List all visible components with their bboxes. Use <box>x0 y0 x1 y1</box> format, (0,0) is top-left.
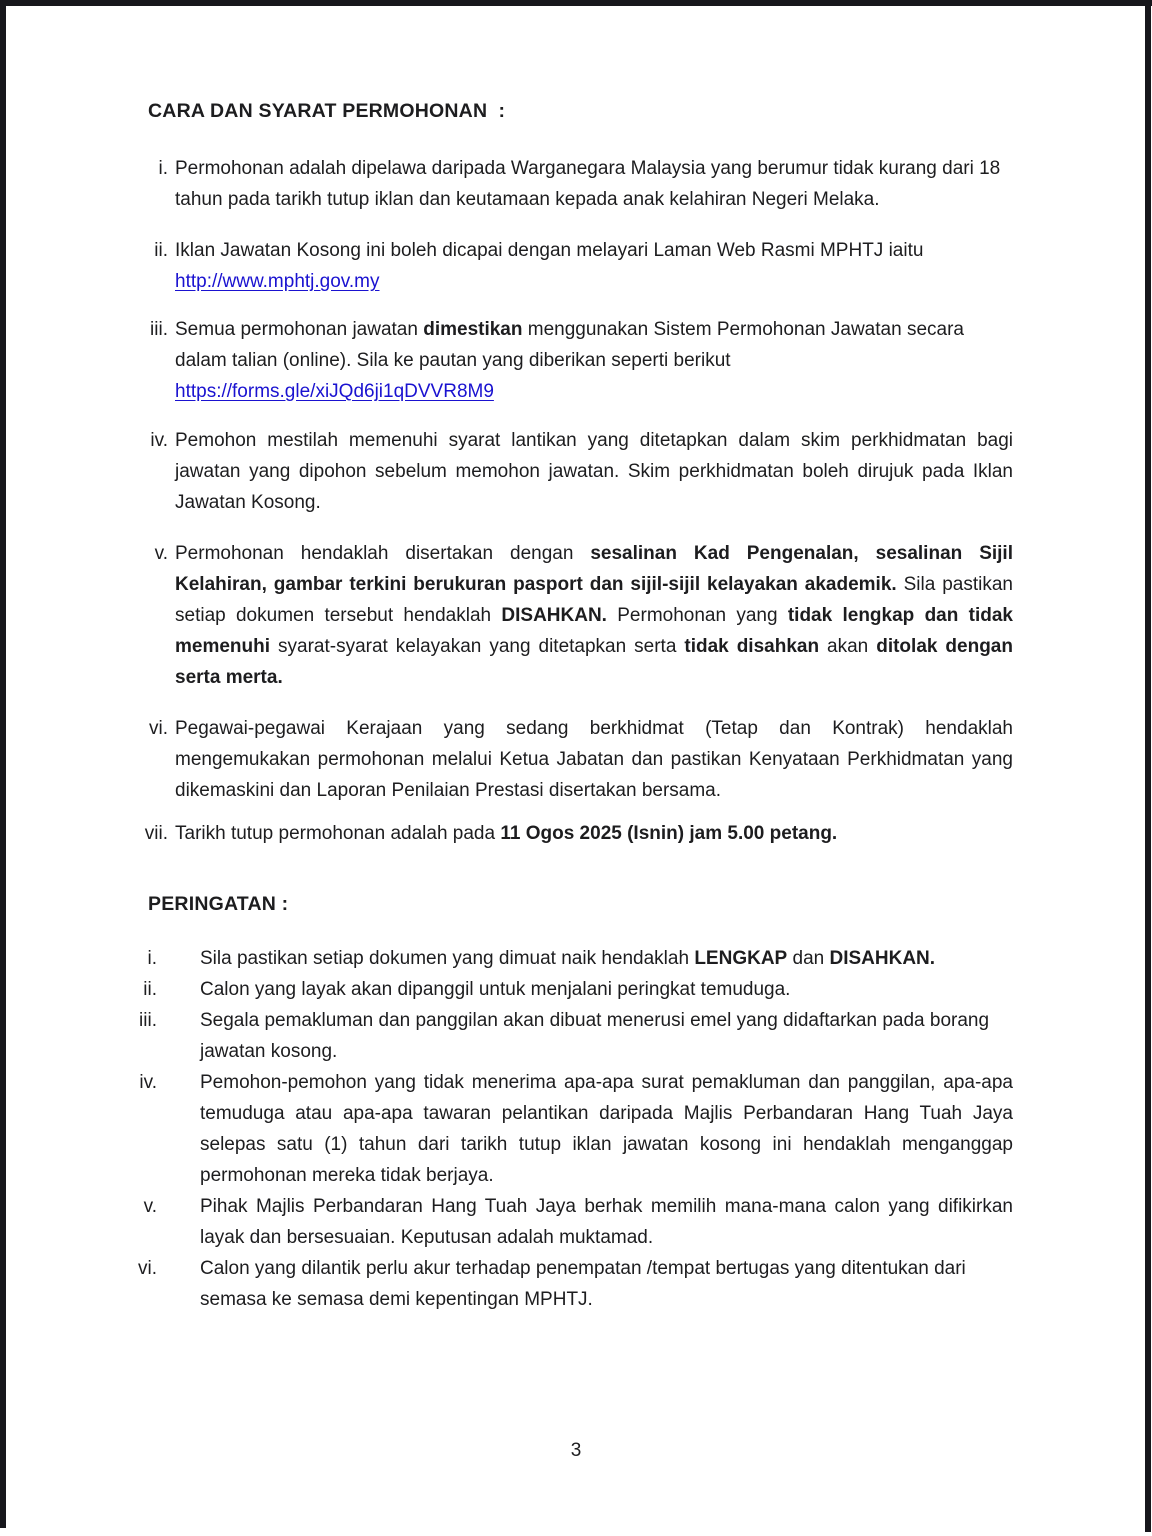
peringatan-list <box>130 943 1013 1315</box>
list-item <box>130 943 1013 974</box>
text-segment: DISAHKAN. <box>829 948 936 969</box>
list-marker: i. <box>147 948 157 969</box>
list-item-text <box>200 1253 1013 1315</box>
list-item <box>130 1191 1013 1253</box>
list-item-text <box>175 153 1013 215</box>
text-segment: Pegawai-pegawai Kerajaan yang sedang berkhidmat (Tetap dan Kontrak) hendaklah mengemukakan permohonan melalui Ketua Jabatan dan pastikan Kenyataan Perkhidmatan yang dikemaskini dan Laporan Penilaian Prestasi disertakan bersama. <box>175 718 1013 801</box>
list-marker: i. <box>158 158 168 179</box>
list-item <box>130 818 1013 849</box>
text-segment: Tarikh tutup permohonan adalah pada <box>175 823 501 844</box>
list-item-text <box>200 943 1013 974</box>
text-segment: tidak lengkap dan tidak memenuhi <box>175 605 1013 657</box>
text-segment: Semua permohonan jawatan <box>175 319 424 340</box>
scan-edge-right <box>1145 0 1151 1532</box>
list-marker: vi. <box>149 718 168 739</box>
list-marker: iii. <box>150 319 168 340</box>
list-item <box>130 974 1013 1005</box>
list-marker: iv. <box>150 430 168 451</box>
google-form-link[interactable]: https://forms.gle/xiJQd6ji1qDVVR8M9 <box>175 381 494 402</box>
text-segment: LENGKAP <box>694 948 788 969</box>
text-segment: Permohonan yang <box>606 605 788 626</box>
text-segment: Calon yang dilantik perlu akur terhadap penempatan /tempat bertugas yang ditentukan dari semasa ke semasa demi kepentingan MPHTJ. <box>200 1258 966 1310</box>
text-segment: ditolak dengan serta merta. <box>175 636 1013 688</box>
list-item-text <box>175 314 1013 407</box>
page-content <box>130 100 1013 1315</box>
list-item-text <box>200 974 1013 1005</box>
text-segment: Pihak Majlis Perbandaran Hang Tuah Jaya berhak memilih mana-mana calon yang difikirkan layak dan bersesuaian. Keputusan adalah muktamad. <box>200 1196 1013 1248</box>
list-marker: vi. <box>138 1258 157 1279</box>
list-item-text <box>200 1067 1013 1191</box>
text-segment: dimestikan <box>423 319 523 340</box>
list-item <box>130 1005 1013 1067</box>
text-segment: sesalinan Kad Pengenalan, sesalinan Sijil Kelahiran, gambar terkini berukuran pasport dan sijil-sijil kelayakan akademik. <box>175 543 1013 595</box>
text-segment: DISAHKAN. <box>501 605 607 626</box>
list-marker: v. <box>143 1196 157 1217</box>
text-segment: Sila pastikan setiap dokumen tersebut hendaklah <box>175 574 1013 626</box>
text-segment: dan <box>787 948 830 969</box>
list-item <box>130 538 1013 693</box>
list-item-text <box>175 235 1013 297</box>
text-segment: Segala pemakluman dan panggilan akan dibuat menerusi emel yang didaftarkan pada borang jawatan kosong. <box>200 1010 990 1062</box>
list-item <box>130 1253 1013 1315</box>
list-item-text <box>175 818 1013 849</box>
list-marker: iii. <box>139 1010 157 1031</box>
text-segment: tidak disahkan <box>684 636 820 657</box>
list-item <box>130 235 1013 297</box>
list-item <box>130 153 1013 215</box>
text-segment: menggunakan Sistem Permohonan Jawatan secara dalam talian (online). Sila ke pautan yang diberikan seperti berikut <box>175 319 964 371</box>
text-segment: Calon yang layak akan dipanggil untuk menjalani peringkat temuduga. <box>200 979 791 1000</box>
section-title-peringatan: PERINGATAN : <box>148 893 289 915</box>
list-item <box>130 713 1013 806</box>
syarat-list <box>130 153 1013 849</box>
list-marker: v. <box>154 543 168 564</box>
text-segment: Sila pastikan setiap dokumen yang dimuat naik hendaklah <box>200 948 695 969</box>
text-segment: syarat-syarat kelayakan yang ditetapkan serta <box>270 636 685 657</box>
text-segment: Pemohon mestilah memenuhi syarat lantikan yang ditetapkan dalam skim perkhidmatan bagi jawatan yang dipohon sebelum memohon jawatan. Skim perkhidmatan boleh dirujuk pada Iklan Jawatan Kosong. <box>175 430 1013 513</box>
list-marker: ii. <box>154 240 168 261</box>
list-item <box>130 314 1013 407</box>
section-title-cara-dan-syarat: CARA DAN SYARAT PERMOHONAN : <box>148 100 506 122</box>
list-item-text <box>175 425 1013 518</box>
scan-edge-top <box>0 0 1152 6</box>
list-item-text <box>175 713 1013 806</box>
list-item-text <box>200 1005 1013 1067</box>
list-marker: iv. <box>139 1072 157 1093</box>
text-segment: Permohonan hendaklah disertakan dengan <box>175 543 591 564</box>
text-segment: Pemohon-pemohon yang tidak menerima apa-apa surat pemakluman dan panggilan, apa-apa temuduga atau apa-apa tawaran pelantikan daripada Majlis Perbandaran Hang Tuah Jaya selepas satu (1) tahun dari tarikh tutup iklan jawatan kosong ini hendaklah menganggap permohonan mereka tidak berjaya. <box>200 1072 1013 1186</box>
text-segment: Iklan Jawatan Kosong ini boleh dicapai dengan melayari Laman Web Rasmi MPHTJ iaitu <box>175 240 924 261</box>
list-marker: ii. <box>143 979 157 1000</box>
page-number: 3 <box>570 1440 582 1461</box>
list-item <box>130 1067 1013 1191</box>
scan-edge-left <box>0 0 6 1528</box>
text-segment: akan <box>819 636 877 657</box>
list-marker: vii. <box>144 823 168 844</box>
list-item <box>130 425 1013 518</box>
text-segment: Permohonan adalah dipelawa daripada Warganegara Malaysia yang berumur tidak kurang dari 18 tahun pada tarikh tutup iklan dan keutamaan kepada anak kelahiran Negeri Melaka. <box>175 158 1001 210</box>
text-segment: 11 Ogos 2025 (Isnin) jam 5.00 petang. <box>500 823 838 844</box>
mphtj-website-link[interactable]: http://www.mphtj.gov.my <box>175 271 380 292</box>
list-item-text <box>200 1191 1013 1253</box>
list-item-text <box>175 538 1013 693</box>
